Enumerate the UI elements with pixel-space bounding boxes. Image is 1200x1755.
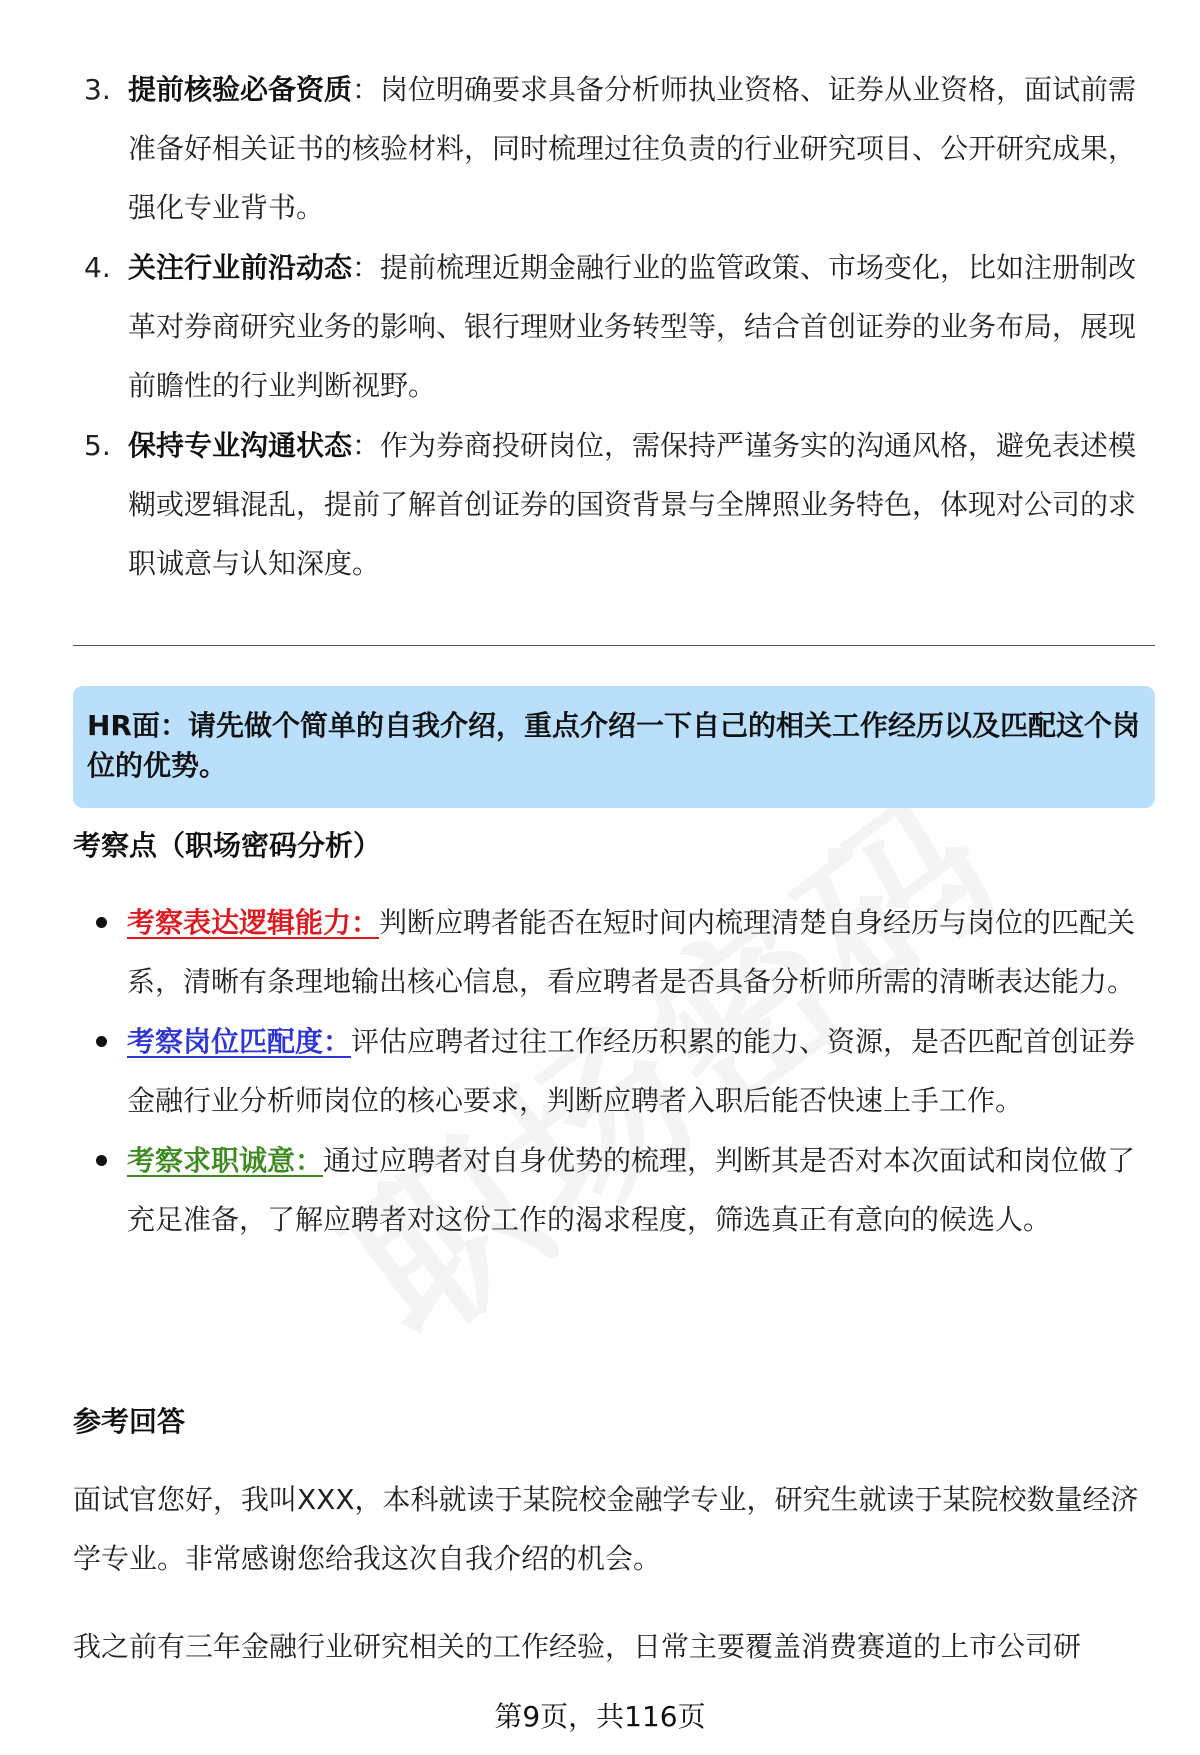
bullet-tag: 考察表达逻辑能力： — [127, 906, 380, 939]
list-item-title: 提前核验必备资质 — [128, 73, 353, 106]
list-item — [84, 60, 1144, 237]
bullet-tag: 考察求职诚意： — [127, 1144, 324, 1177]
list-item — [84, 416, 1144, 593]
answer-paragraph: 我之前有三年金融行业研究相关的工作经验，日常主要覆盖消费赛道的上市公司研 — [73, 1630, 1082, 1663]
section-divider — [73, 645, 1155, 646]
list-item — [84, 238, 1144, 415]
list-item-separator: ： — [352, 251, 381, 284]
answer-paragraph: 面试官您好，我叫XXX，本科就读于某院校金融学专业，研究生就读于某院校数量经济学专业。非常感谢您给我这次自我介绍的机会。 — [73, 1483, 1139, 1575]
bullet-item — [90, 1012, 1140, 1130]
list-item-number: 3. — [84, 73, 111, 106]
list-item-text: 提前梳理近期金融行业的监管政策、市场变化，比如注册制改革对券商研究业务的影响、银行理财业务转型等，结合首创证券的业务布局，展现前瞻性的行业判断视野。 — [128, 251, 1137, 402]
answer-heading: 参考回答 — [73, 1405, 186, 1438]
bullet-text: 评估应聘者过往工作经历积累的能力、资源，是否匹配首创证券金融行业分析师岗位的核心要求，判断应聘者入职后能否快速上手工作。 — [127, 1025, 1136, 1117]
bullet-item — [90, 893, 1140, 1011]
bullet-dot — [96, 1036, 107, 1047]
analysis-bullet-list — [90, 893, 1140, 1250]
list-item-text: 岗位明确要求具备分析师执业资格、证券从业资格，面试前需准备好相关证书的核验材料，同时梳理过往负责的行业研究项目、公开研究成果，强化专业背书。 — [128, 73, 1137, 224]
bullet-tag: 考察岗位匹配度： — [127, 1025, 352, 1058]
bullet-text: 判断应聘者能否在短时间内梳理清楚自身经历与岗位的匹配关系，清晰有条理地输出核心信息，看应聘者是否具备分析师所需的清晰表达能力。 — [127, 906, 1136, 998]
list-item-separator: ： — [352, 429, 381, 462]
tips-numbered-list — [84, 60, 1144, 594]
page-number-footer: 第9页，共116页 — [494, 1700, 706, 1733]
analysis-heading: 考察点（职场密码分析） — [73, 829, 382, 862]
bullet-text: 通过应聘者对自身优势的梳理，判断其是否对本次面试和岗位做了充足准备，了解应聘者对这份工作的渴求程度，筛选真正有意向的候选人。 — [127, 1144, 1136, 1236]
hr-question-text: HR面：请先做个简单的自我介绍，重点介绍一下自己的相关工作经历以及匹配这个岗位的优势。 — [87, 709, 1140, 782]
list-item-text: 作为券商投研岗位，需保持严谨务实的沟通风格，避免表述模糊或逻辑混乱，提前了解首创证券的国资背景与全牌照业务特色，体现对公司的求职诚意与认知深度。 — [128, 429, 1137, 580]
list-item-title: 关注行业前沿动态 — [128, 251, 353, 284]
list-item-number: 5. — [84, 429, 111, 462]
hr-question-box — [73, 686, 1155, 808]
list-item-separator: ： — [352, 73, 381, 106]
bullet-dot — [96, 917, 107, 928]
bullet-dot — [96, 1155, 107, 1166]
list-item-number: 4. — [84, 251, 111, 284]
bullet-item — [90, 1131, 1140, 1249]
list-item-title: 保持专业沟通状态 — [128, 429, 353, 462]
